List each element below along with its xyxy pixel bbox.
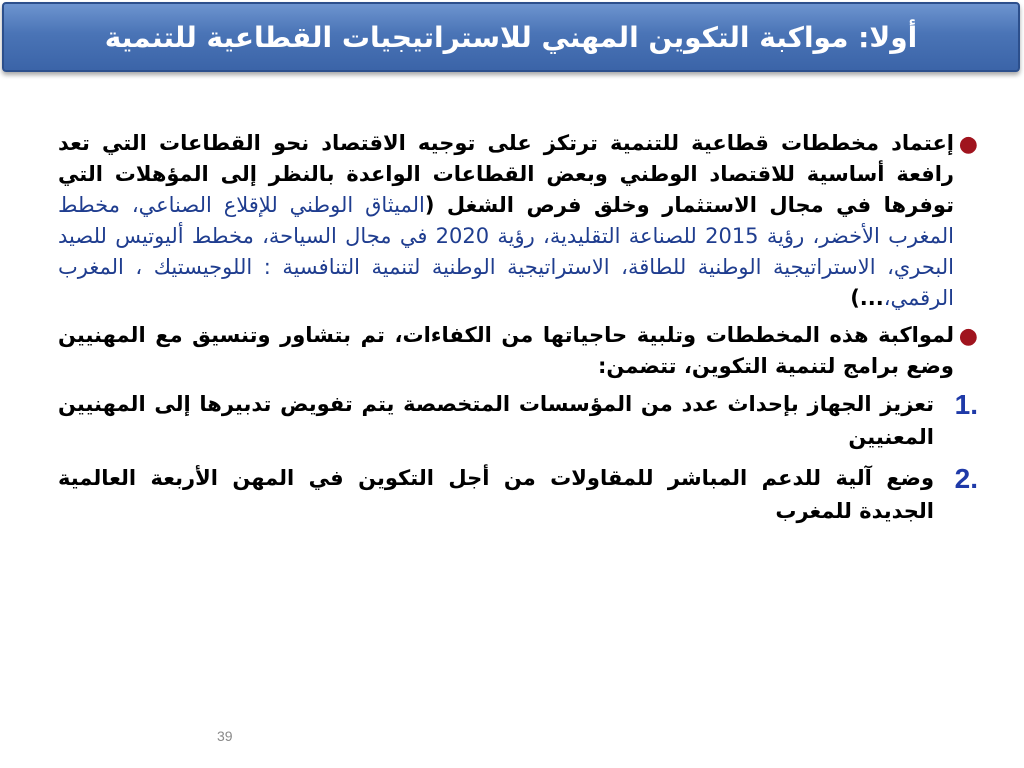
paragraph-2-text: لمواكبة هذه المخططات وتلبية حاجياتها من الكفاءات، تم بتشاور وتنسيق مع المهنيين وضع برامج لتنمية التكوين، تتضمن: xyxy=(58,323,954,378)
item-text: وضع آلية للدعم المباشر للمقاولات من أجل التكوين في المهن الأربعة العالمية الجديدة للمغرب xyxy=(58,466,934,523)
bullet-paragraph-2 xyxy=(58,320,978,382)
paragraph-1-highlight: الميثاق الوطني للإقلاع الصناعي، مخطط المغرب الأخضر، رؤية 2015 للصناعة التقليدية، رؤية 2020 في مجال السياحة، مخطط أليوتيس للصيد البحري، الاستراتيجية الوطنية للطاقة، الاستراتيجية الوطنية لتنمية التنافسية : اللوجيستيك ، المغرب الرقمي، xyxy=(58,193,954,310)
numbered-item-2 xyxy=(58,462,978,528)
bullet-dot-icon: ● xyxy=(958,132,978,157)
bullet-paragraph-1 xyxy=(58,128,978,314)
slide-content xyxy=(58,128,978,536)
bullet-dot-icon: ● xyxy=(958,324,978,349)
item-number: 1. xyxy=(954,389,978,420)
page-number: 39 xyxy=(217,728,233,744)
item-text: تعزيز الجهاز بإحداث عدد من المؤسسات المتخصصة يتم تفويض تدبيرها إلى المهنيين المعنيين xyxy=(58,392,934,449)
title-banner xyxy=(2,2,1020,72)
slide-title: أولا: مواكبة التكوين المهني للاستراتيجيات القطاعية للتنمية xyxy=(104,20,918,54)
paragraph-1-closing: ...) xyxy=(850,286,884,310)
numbered-item-1 xyxy=(58,388,978,454)
paragraph-1-text: إعتماد مخططات قطاعية للتنمية ترتكز على توجيه الاقتصاد نحو القطاعات التي تعد رافعة أساسية للاقتصاد الوطني وبعض القطاعات الواعدة بالنظر إلى المؤهلات التي توفرها في مجال الاستثمار وخلق فرص الشغل ( xyxy=(58,131,954,217)
item-number: 2. xyxy=(954,463,978,494)
